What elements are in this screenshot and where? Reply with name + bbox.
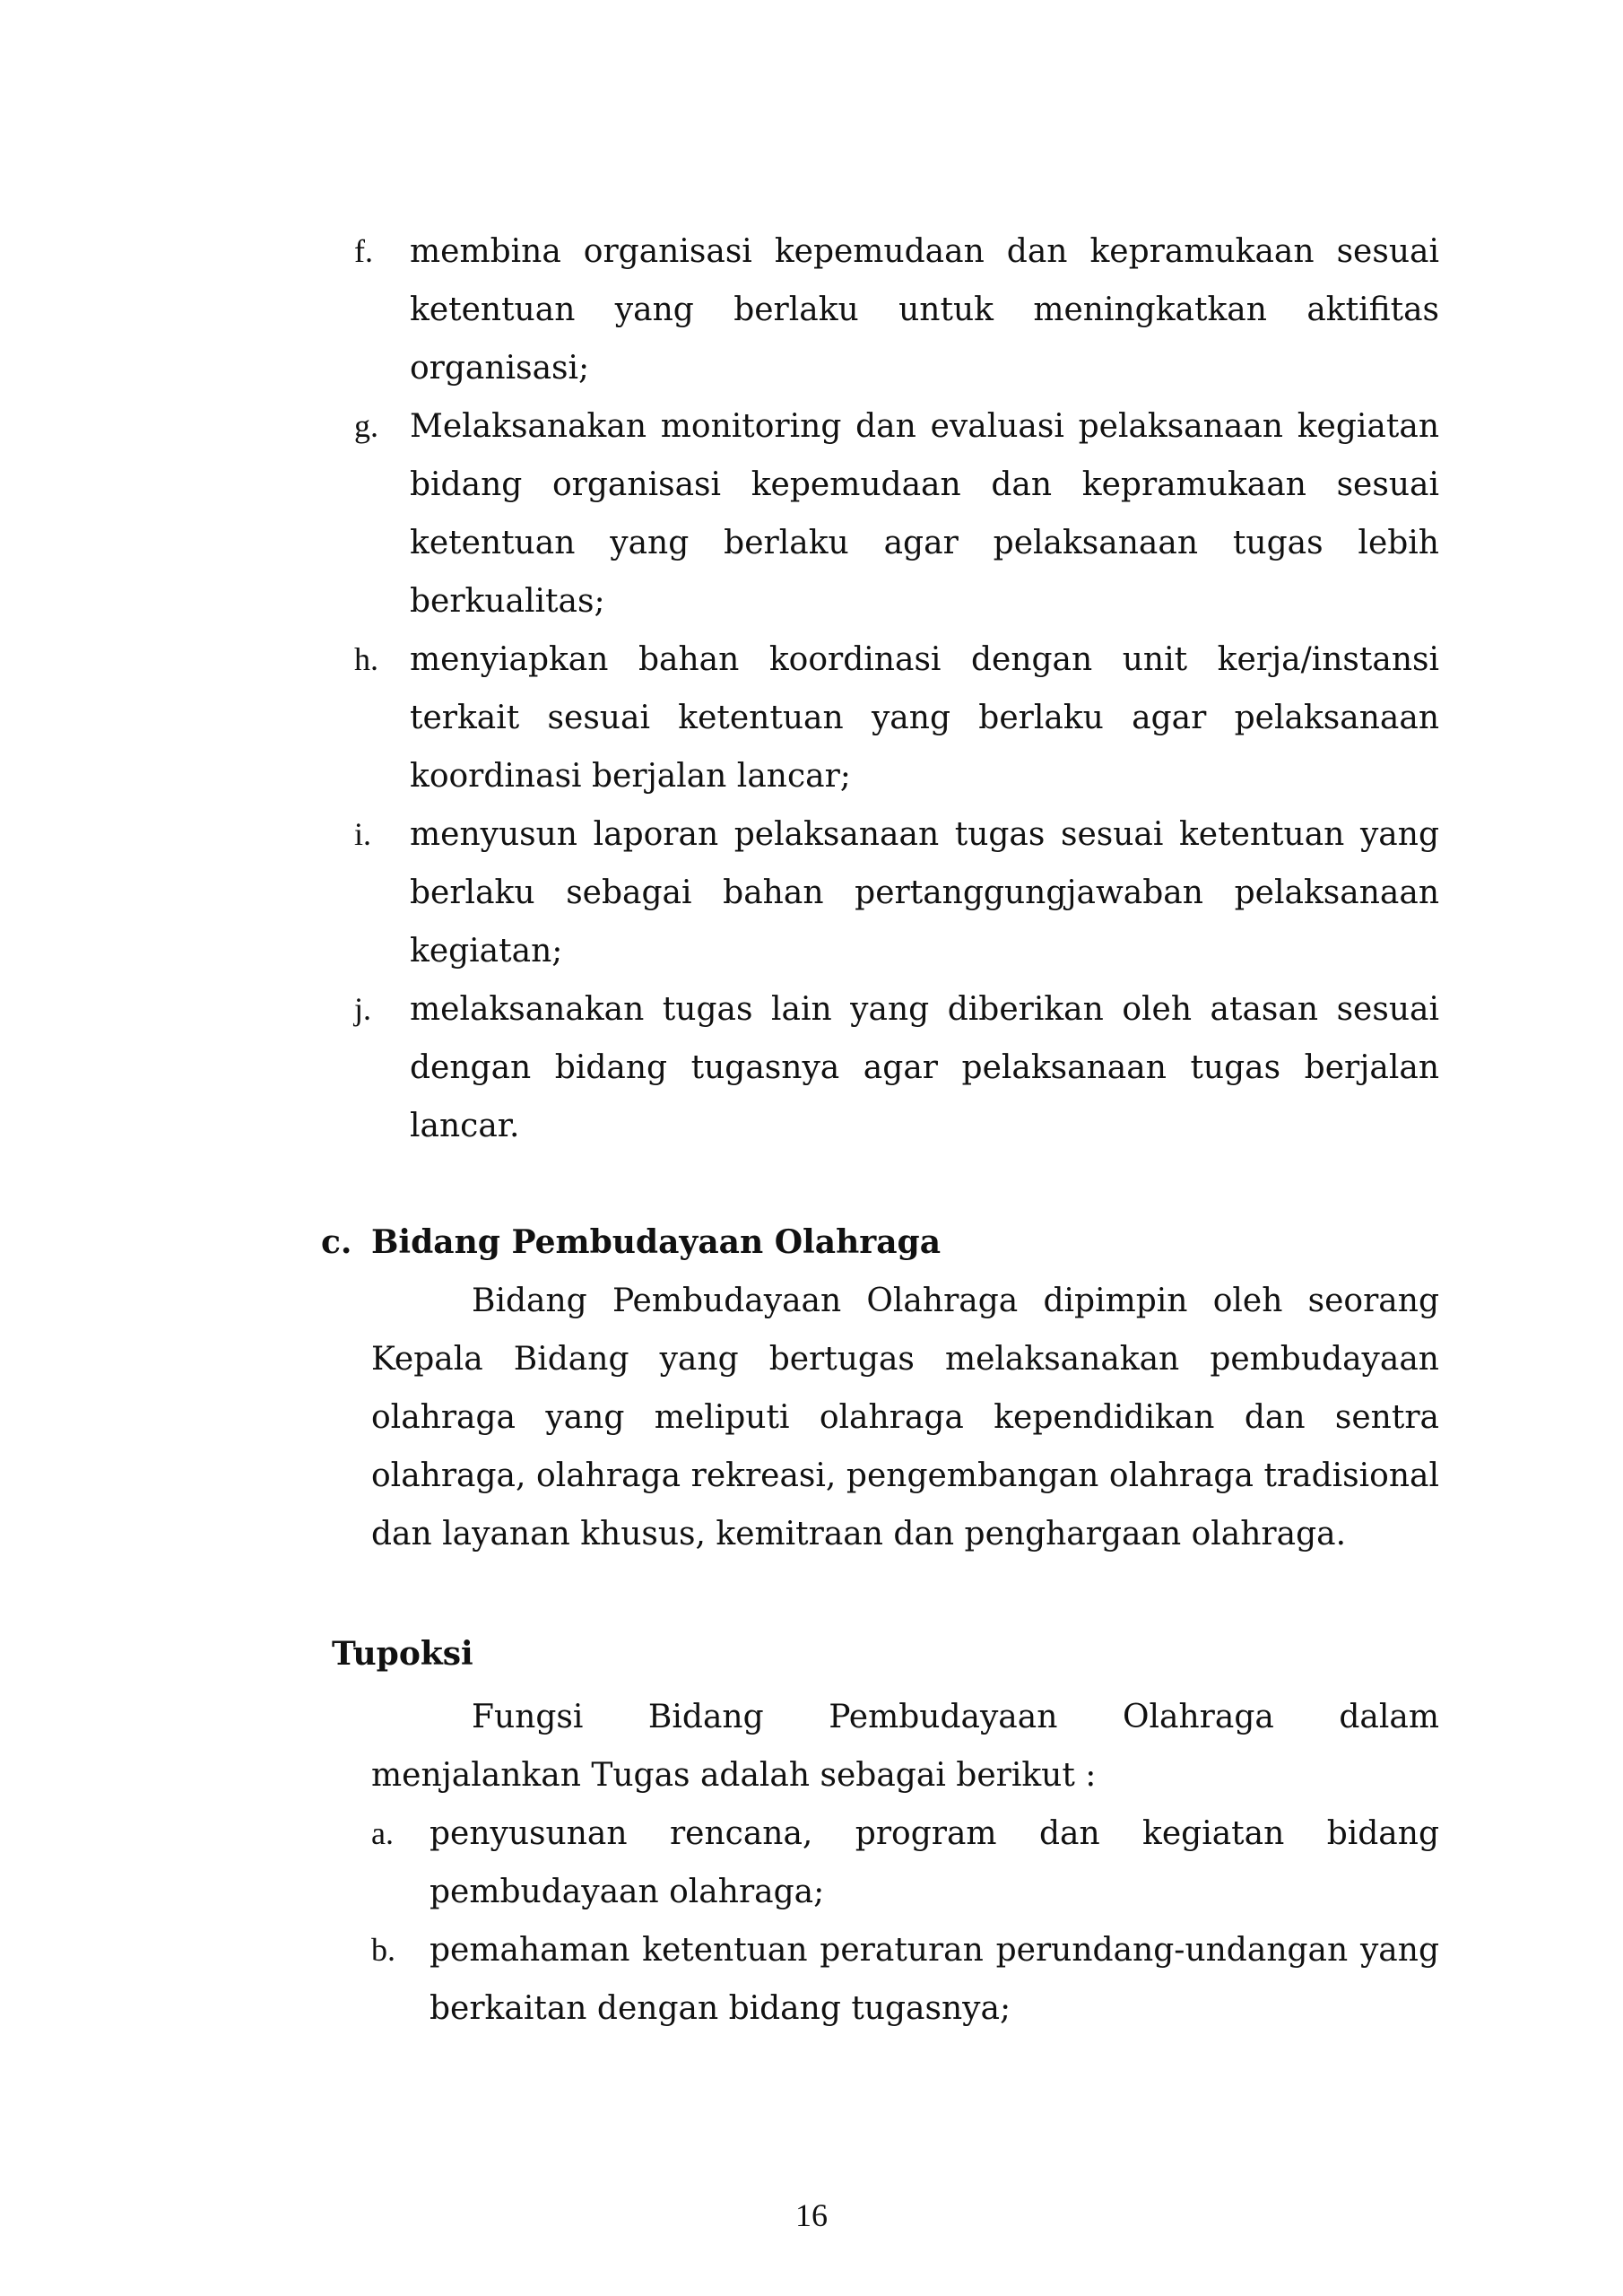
- list-marker: a.: [371, 1815, 394, 1851]
- list-marker: f.: [354, 233, 373, 269]
- page-number: 16: [795, 2197, 828, 2233]
- list-item-text: penyusunan rencana, program dan kegiatan bidang pembudayaan olahraga;: [430, 1815, 1439, 1910]
- list-marker: h.: [354, 641, 378, 677]
- function-list: [371, 1805, 1439, 2038]
- list-item: [354, 631, 1439, 805]
- list-item: [371, 1921, 1439, 2038]
- section-tupoksi: [332, 1625, 1439, 2038]
- list-item-text: membina organisasi kepemudaan dan kepramukaan sesuai ketentuan yang berlaku untuk meningkatkan aktifitas organisasi;: [410, 233, 1439, 387]
- list-item-text: Melaksanakan monitoring dan evaluasi pelaksanaan kegiatan bidang organisasi kepemudaan dan kepramukaan sesuai ketentuan yang berlaku agar pelaksanaan tugas lebih berkualitas;: [410, 408, 1439, 620]
- section-paragraph: Bidang Pembudayaan Olahraga dipimpin oleh seorang Kepala Bidang yang bertugas melaksanakan pembudayaan olahraga yang meliputi olahraga kependidikan dan sentra olahraga, olahraga rekreasi, pengembangan olahraga tradisional dan layanan khusus, kemitraan dan penghargaan olahraga.: [371, 1283, 1439, 1552]
- list-item: [354, 980, 1439, 1155]
- list-item-text: menyusun laporan pelaksanaan tugas sesuai ketentuan yang berlaku sebagai bahan pertanggungjawaban pelaksanaan kegiatan;: [410, 816, 1439, 970]
- list-marker: j.: [354, 991, 372, 1027]
- section-letter: c.: [321, 1223, 352, 1261]
- section-bidang-pembudayaan: [321, 1213, 1439, 1563]
- list-item-text: melaksanakan tugas lain yang diberikan oleh atasan sesuai dengan bidang tugasnya agar pelaksanaan tugas berjalan lancar.: [410, 991, 1439, 1144]
- duty-list: [354, 222, 1439, 1155]
- list-item: [354, 397, 1439, 631]
- tupoksi-heading: Tupoksi: [332, 1635, 473, 1673]
- list-marker: g.: [354, 408, 378, 444]
- section-title: Bidang Pembudayaan Olahraga: [371, 1223, 942, 1261]
- section-heading: [321, 1213, 1439, 1272]
- list-item-text: menyiapkan bahan koordinasi dengan unit kerja/instansi terkait sesuai ketentuan yang berlaku agar pelaksanaan koordinasi berjalan lancar;: [410, 641, 1439, 795]
- tupoksi-paragraph: Fungsi Bidang Pembudayaan Olahraga dalam menjalankan Tugas adalah sebagai berikut :: [371, 1699, 1439, 1794]
- list-marker: b.: [371, 1932, 395, 1968]
- list-item-text: pemahaman ketentuan peraturan perundang-undangan yang berkaitan dengan bidang tugasnya;: [430, 1932, 1439, 2027]
- list-marker: i.: [354, 816, 372, 852]
- list-item: [354, 805, 1439, 980]
- list-item: [354, 222, 1439, 397]
- list-item: [371, 1805, 1439, 1921]
